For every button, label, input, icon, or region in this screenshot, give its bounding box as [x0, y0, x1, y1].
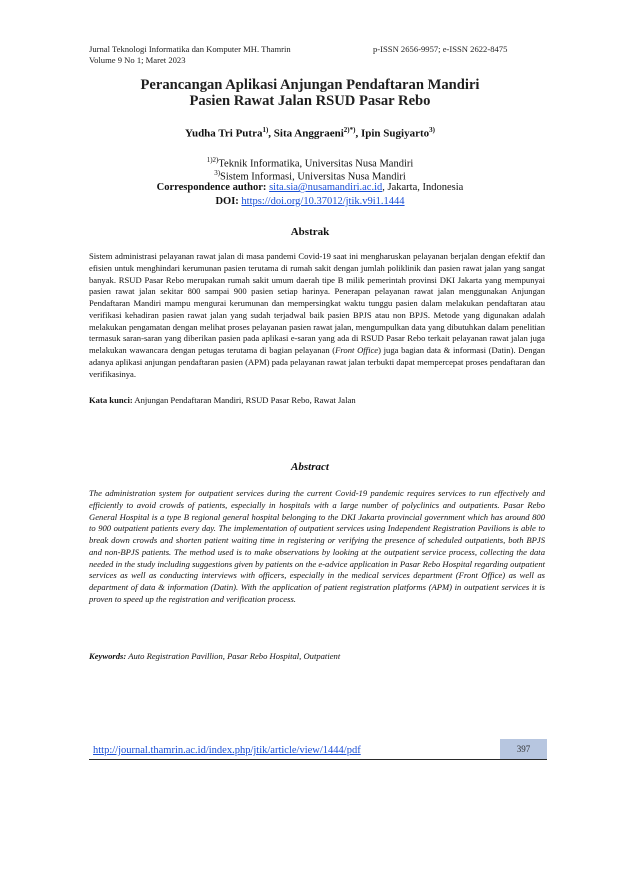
abstrak-heading: Abstrak	[290, 226, 330, 238]
keywords-label: Keywords:	[89, 651, 127, 661]
paper-title-line2: Pasien Rawat Jalan RSUD Pasar Rebo	[189, 93, 431, 109]
abstract-heading: Abstract	[291, 461, 329, 473]
author-3-sup: 3)	[429, 126, 435, 134]
affiliation-1-text: Teknik Informatika, Universitas Nusa Mandiri	[218, 158, 414, 170]
journal-name: Jurnal Teknologi Informatika dan Komputer MH. Thamrin	[89, 44, 291, 54]
doi-label: DOI:	[215, 196, 239, 207]
author-2: Sita Anggraeni	[273, 127, 344, 140]
kata-kunci-text: Anjungan Pendaftaran Mandiri, RSUD Pasar Rebo, Rawat Jalan	[132, 395, 356, 405]
footer-article-link[interactable]: http://journal.thamrin.ac.id/index.php/jtik/article/view/1444/pdf	[93, 745, 361, 756]
author-3: Ipin Sugiyarto	[360, 127, 430, 140]
correspondence-label: Correspondence author:	[156, 182, 267, 193]
author-sep: ,	[355, 127, 361, 140]
abstract-paragraph: The administration system for outpatient services during the current Covid-19 pandemic requires services to run effectively and efficiently to avoid crowds of patients, especially in hospitals with a large number of polyclinics and outpatients. Pasar Rebo General Hospital is a type B regional general hospital belonging to the DKI Jakarta provincial government which has around 800 to 900 outpatient patients every day. The implementation of outpatient services using Independent Registration Pavilions is able to break down crowds and shorten patient waiting time in registering or verifying the presence of scheduled outpatients, both BPJS and non-BPJS patients. The method used is to make observations by looking at the outpatient service process, collecting the data needed in the study including suggestions given by patients on the e-advice application in Pasar Rebo Hospital regarding outpatient services as well as conducting interviews with officers, especially in the medical services department (Front Office) as well as department of data & information (Datin). With the application of patient registration platforms (APM) in outpatient services it is proven to speed up the registration and verification process.	[89, 488, 545, 604]
kata-kunci	[89, 395, 545, 405]
doi-line	[0, 195, 620, 208]
abstrak-paragraph	[89, 251, 545, 380]
correspondence	[0, 181, 620, 194]
author-1: Yudha Tri Putra	[185, 127, 263, 140]
author-list	[0, 126, 620, 140]
doi-link[interactable]: https://doi.org/10.37012/jtik.v9i1.1444	[241, 196, 405, 207]
journal-volume: Volume 9 No 1; Maret 2023	[89, 55, 186, 65]
journal-issn: p-ISSN 2656-9957; e-ISSN 2622-8475	[373, 44, 508, 54]
abstrak-text-2: ) juga bagian data & informasi (Datin). Dengan adanya aplikasi anjungan pendaftaran pasien (APM) pada pelayanan rawat jalan terbukti dapat mempercepat proses pendaftaran dan verifikasinya.	[89, 345, 545, 379]
paper-title-line1: Perancangan Aplikasi Anjungan Pendaftaran Mandiri	[140, 77, 480, 93]
affiliation-1-sup: 1)2)	[206, 156, 219, 164]
abstrak-text-1: Sistem administrasi pelayanan rawat jalan di masa pandemi Covid-19 saat ini mengharuskan pelayanan berjalan dengan efektif dan efisien untuk menghindari kerumunan pasien terutama di rumah sakit dengan jumlah poliklinik dan pasien rawat jalan yang sangat banyak. RSUD Pasar Rebo merupakan rumah sakit umum daerah tipe B milik pemerintah provinsi DKI Jakarta yang mempunyai pasien rawat jalan sekitar 800 sampai 900 pasien setiap harinya. Penerapan pelayanan rawat jalan menggunakan Anjungan Pendaftaran Mandiri mampu mengurai kerumunan dan mempersingkat waktu tunggu pasien dalam melakukan pendaftaran atau verifikasi kehadiran pasien rawat jalan yang sudah terjadwal baik pasien BPJS atau non BPJS. Metode yang digunakan adalah melakukan pengamatan dengan melihat proses pelayanan pasien rawat jalan, mengumpulkan data yang dibutuhkan dalam penelitian termasuk saran-saran yang diberikan pasien pada aplikasi e-saran yang ada di RSUD Pasar Rebo terkait pelayanan rawat jalan juga melakukan wawancara dengan petugas terutama di bagian pelayanan (	[89, 251, 545, 355]
kata-kunci-label: Kata kunci:	[89, 395, 133, 405]
author-1-sup: 1)	[262, 126, 269, 134]
page-number: 397	[500, 739, 547, 759]
footer-divider	[89, 759, 547, 760]
affiliation-2-sup: 3)	[214, 169, 221, 177]
paper-title	[0, 77, 620, 109]
abstrak-text-italic: Front Office	[335, 345, 379, 355]
correspondence-location: , Jakarta, Indonesia	[382, 182, 464, 193]
keywords-text: Auto Registration Pavillion, Pasar Rebo Hospital, Outpatient	[126, 651, 341, 661]
keywords	[89, 651, 545, 661]
author-2-sup: 2)*)	[343, 126, 356, 134]
correspondence-email-link[interactable]: sita.sia@nusamandiri.ac.id	[269, 182, 383, 193]
affiliation-2-text: Sistem Informasi, Universitas Nusa Mandiri	[220, 171, 406, 183]
author-sep: ,	[268, 127, 274, 140]
